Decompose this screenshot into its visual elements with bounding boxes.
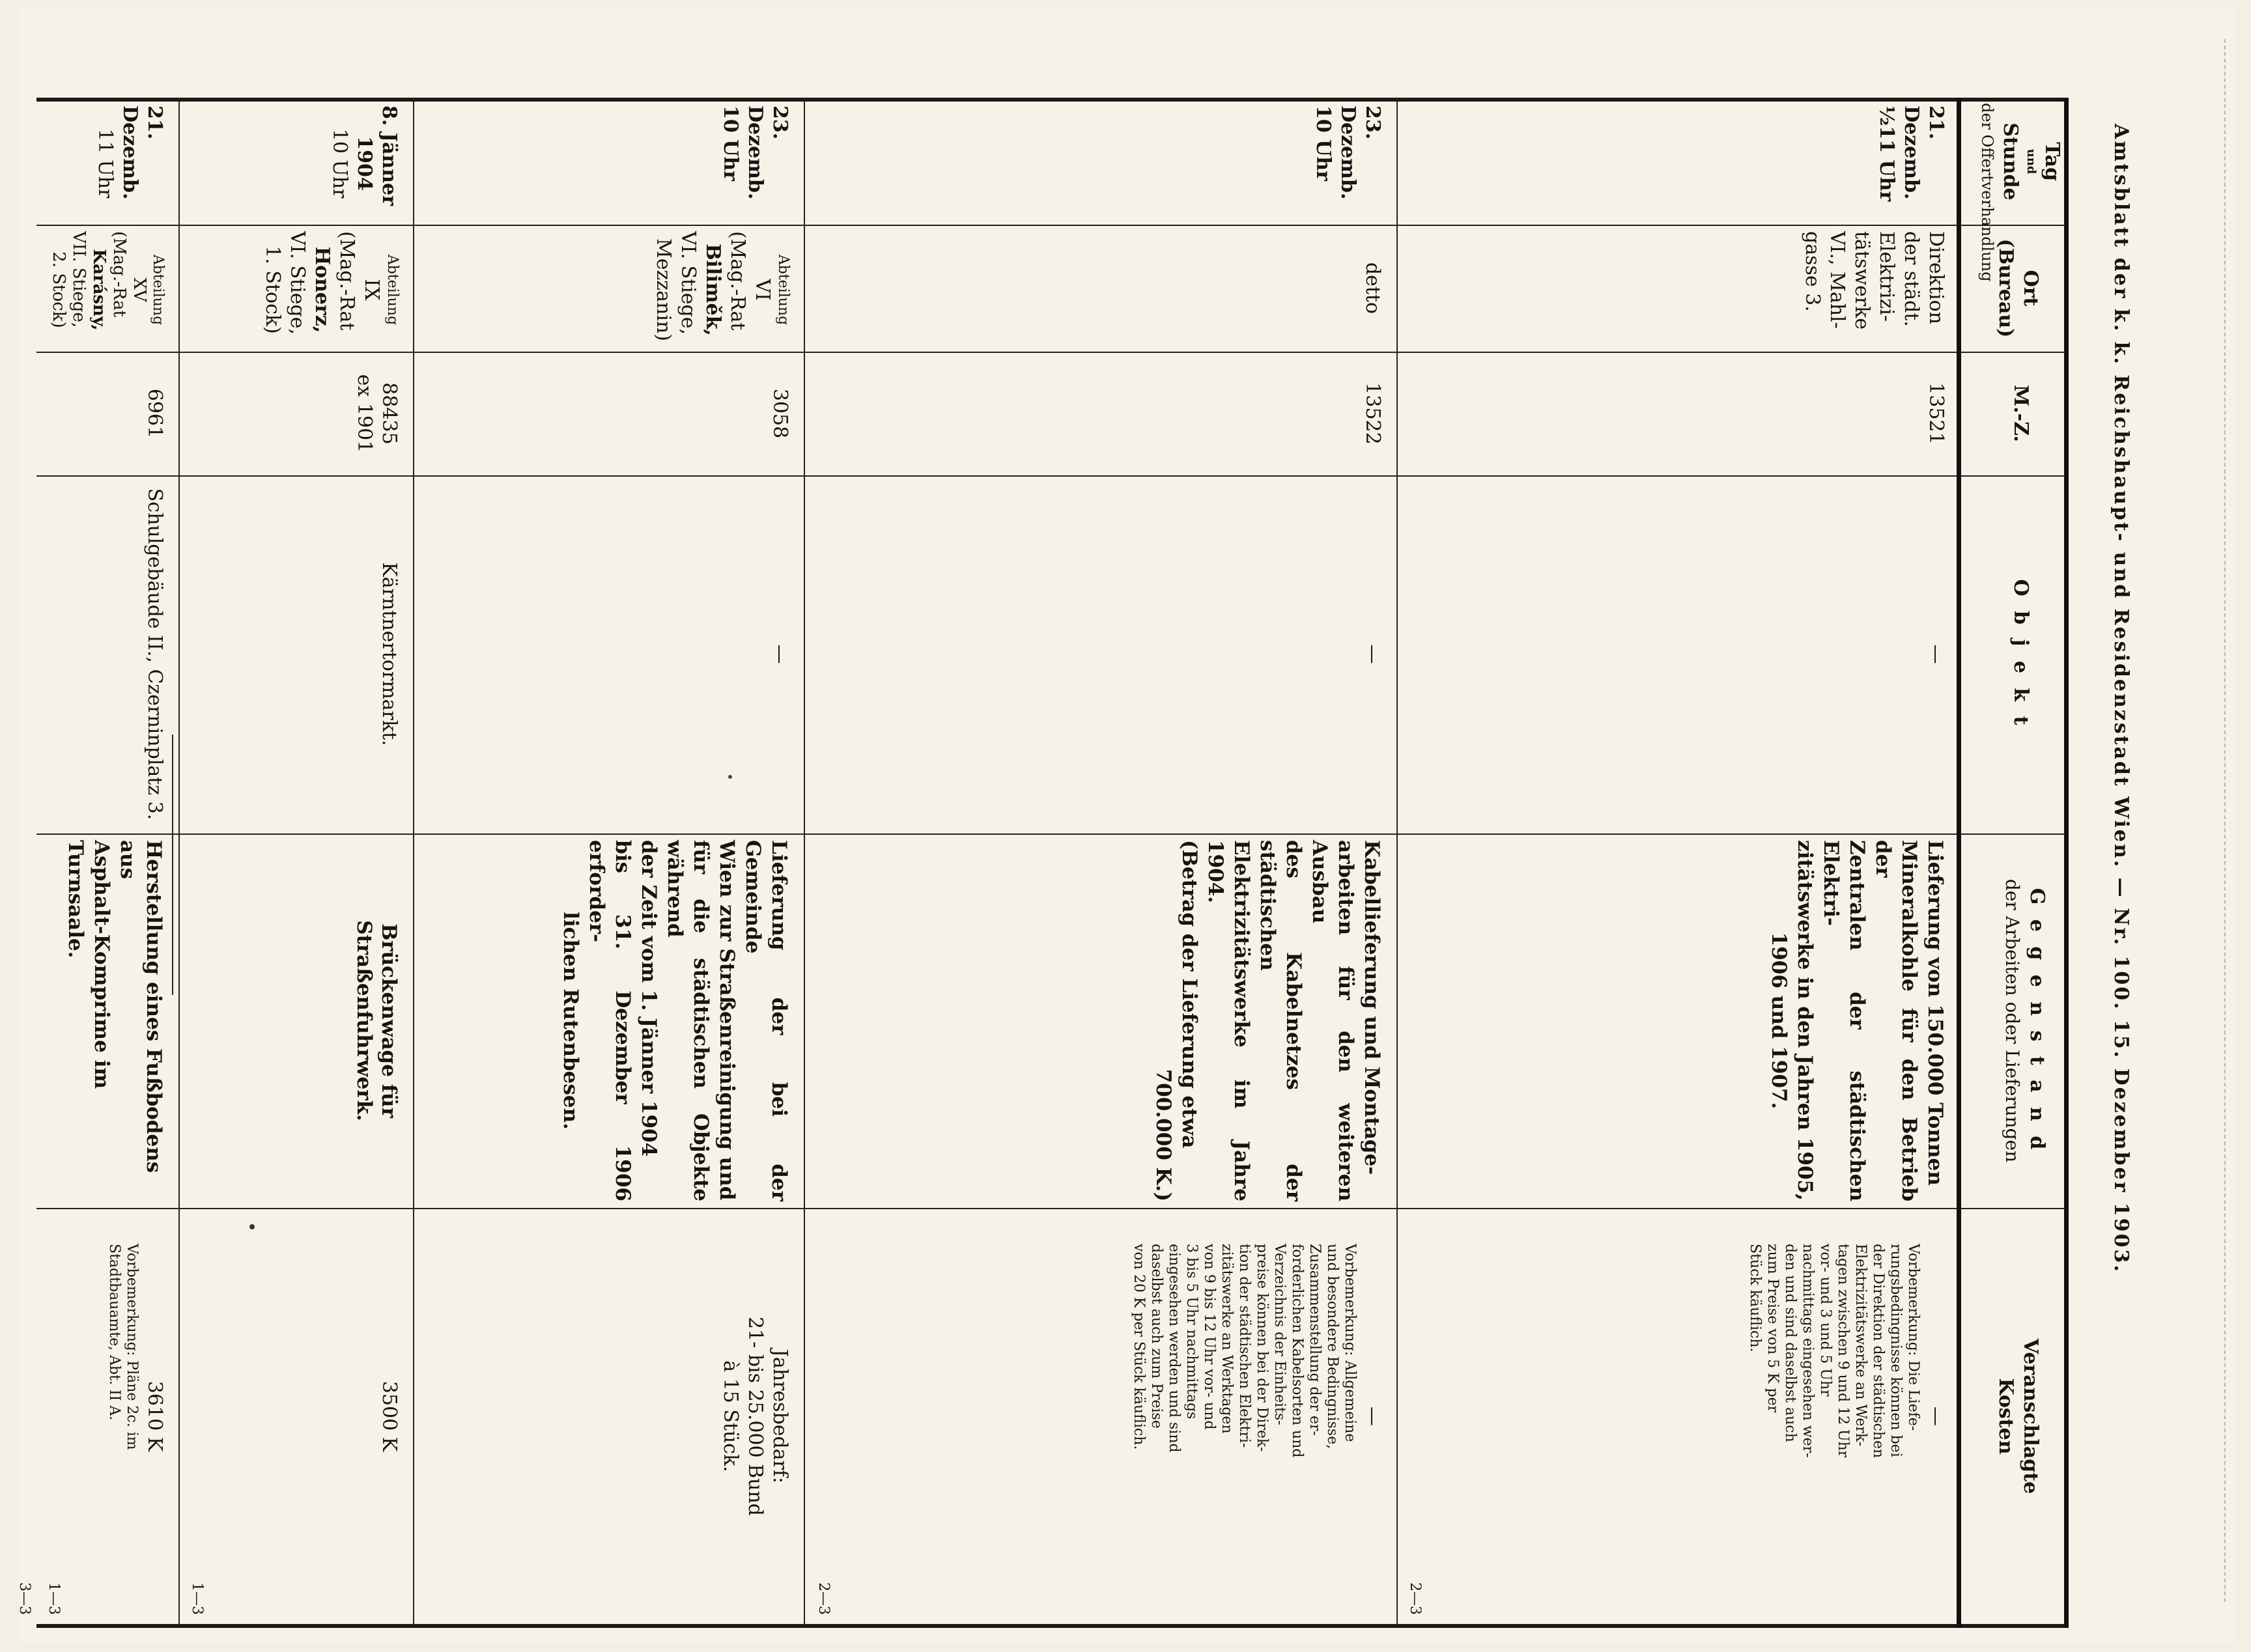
row2-tag: 23. Dezemb. 10 Uhr (1312, 105, 1384, 200)
row-divider (178, 98, 180, 1628)
column-divider (36, 475, 2069, 477)
header-mz: M.-Z. (2009, 385, 2032, 442)
row2-objekt: — (1361, 644, 1384, 664)
row-divider (413, 98, 414, 1628)
column-divider (36, 1208, 2069, 1209)
row2-count: 2—3 (815, 1582, 832, 1615)
row4-kosten: 3500 K (378, 1380, 401, 1452)
row1-objekt: — (1925, 644, 1947, 664)
header-tag-stunde: Tag und Stunde der Offertverhandlung (1978, 103, 2063, 282)
row3-ort: Abteilung VI (Mag.-Rat Biliměk, VI. Stiege, Mezzanin) (652, 231, 791, 341)
row4-count: 1—3 (189, 1582, 205, 1615)
row2-gegenstand: Kabellieferung und Montage- arbeiten für den weiteren Ausbau des Kabelnetzes der städtischen Elektrizitätswerke im Jahre 1904. (Betrag der Lieferung etwa 700.000 K.) (1152, 840, 1383, 1201)
row4-gegenstand: Brückenwage für Straßenfuhrwerk. (352, 920, 401, 1121)
row5-ort: Abteilung XV (Mag.-Rat Karásny, VII. Stiege, 2. Stock) (49, 231, 166, 331)
row1-mz: 13521 (1925, 382, 1947, 445)
row2-mz: 13522 (1361, 382, 1384, 445)
row1-kosten-dash: — (1925, 1407, 1947, 1426)
column-divider (36, 225, 2069, 226)
row4-mz: 88435 ex 1901 (353, 374, 401, 453)
row5-gegenstand: Herstellung eines Fußbodens aus Asphalt-Komprime im Turnsaale. (64, 840, 165, 1173)
header-rule (1957, 98, 1961, 1628)
table-border-top (2064, 98, 2069, 1628)
header-objekt: O b j e k t (2009, 579, 2032, 729)
row5-kosten: 3610 K (143, 1380, 166, 1452)
table-border-left (36, 98, 2069, 102)
table-border-right (36, 1624, 2069, 1628)
row5-tag: 21. Dezemb. 11 Uhr (94, 105, 166, 200)
running-head: Amtsblatt der k. k. Reichshaupt- und Residenzstadt Wien. — Nr. 100. 15. Dezember 1903. (2110, 124, 2132, 1274)
row4-objekt: Kärntnertormarkt. (378, 562, 401, 746)
header-kosten: Veranschlagte Kosten (1994, 1338, 2042, 1494)
row1-tag: 21. Dezemb. ½11 Uhr (1875, 105, 1947, 202)
column-divider (36, 833, 2069, 835)
row1-vorbemerkung: Vorbemerkung: Die Liefe- rungsbedingnisse können bei der Direktion der städtischen Elektrizitätswerke an Werk- tagen zwischen 9 und 12 Uhr vor- und 3 und 5 Uhr nachmittags eingesehen wer- den und sind daselbst auch zum Preise von 5 K per Stück käuflich. (1747, 1244, 1921, 1459)
row3-tag: 23. Dezemb. 10 Uhr (719, 105, 791, 200)
header-ort: Ort (Bureau) (1994, 238, 2042, 338)
row1-count: 2—3 (1407, 1582, 1423, 1615)
row-divider (1396, 98, 1398, 1628)
header-gegenstand: G e g e n s t a n d der Arbeiten oder Lieferungen (2002, 878, 2048, 1163)
row2-kosten-dash: — (1361, 1407, 1384, 1426)
row4-tag: 8. Jänner 1904 10 Uhr (328, 105, 401, 206)
row5-mz: 6961 (143, 388, 166, 439)
row5-count: 1—3 (46, 1582, 62, 1615)
row3-objekt: — (769, 644, 791, 664)
column-divider (36, 352, 2069, 353)
row1-gegenstand: Lieferung von 150.000 Tonnen Mineralkohle für den Betrieb der Zentralen der städtischen Elektri- zitätswerke in den Jahren 1905, 1906 und 1907. (1767, 840, 1947, 1201)
row3-mz: 3058 (769, 388, 791, 439)
row-divider (804, 98, 805, 1628)
row3-gegenstand: Lieferung der bei der Gemeinde Wien zur Straßenreinigung und für die städtischen Objekte während der Zeit vom 1. Jänner 1904 bis 31. Dezember 1906 erforder- lichen Rutenbesen. (559, 840, 791, 1201)
row1-ort: Direktion der städt. Elektrizi- tätswerke VI., Mahl- gasse 3. (1801, 231, 1947, 330)
footer-count: 3—3 (16, 1582, 33, 1615)
tender-table (36, 98, 2069, 1628)
row4-ort: Abteilung IX (Mag.-Rat Honerz, VI. Stiege, 1. Stock) (261, 231, 401, 335)
row3-kosten: Jahresbedarf: 21- bis 25.000 Bund à 15 Stück. (719, 1317, 791, 1516)
row2-vorbemerkung: Vorbemerkung: Allgemeine und besondere Bedingnisse, Zusammenstellung der er- forderlichen Kabelsorten und Verzeichnis der Einheits- preise können bei der Direk- tion der städtischen Elektri- zitätswerke an Werktagen von 9 bis 12 Uhr vor- und 3 bis 5 Uhr nachmittags eingesehen werden und sind daselbst auch zum Preise von 20 K per Stück käuflich. (1131, 1244, 1358, 1458)
row2-ort: detto (1361, 262, 1384, 315)
row5-vorbemerkung: Vorbemerkung: Pläne 2c. im Stadtbauamte, Abt. II A. (106, 1244, 140, 1450)
row5-objekt: Schulgebäude II., Czerninplatz 3. (143, 488, 166, 820)
